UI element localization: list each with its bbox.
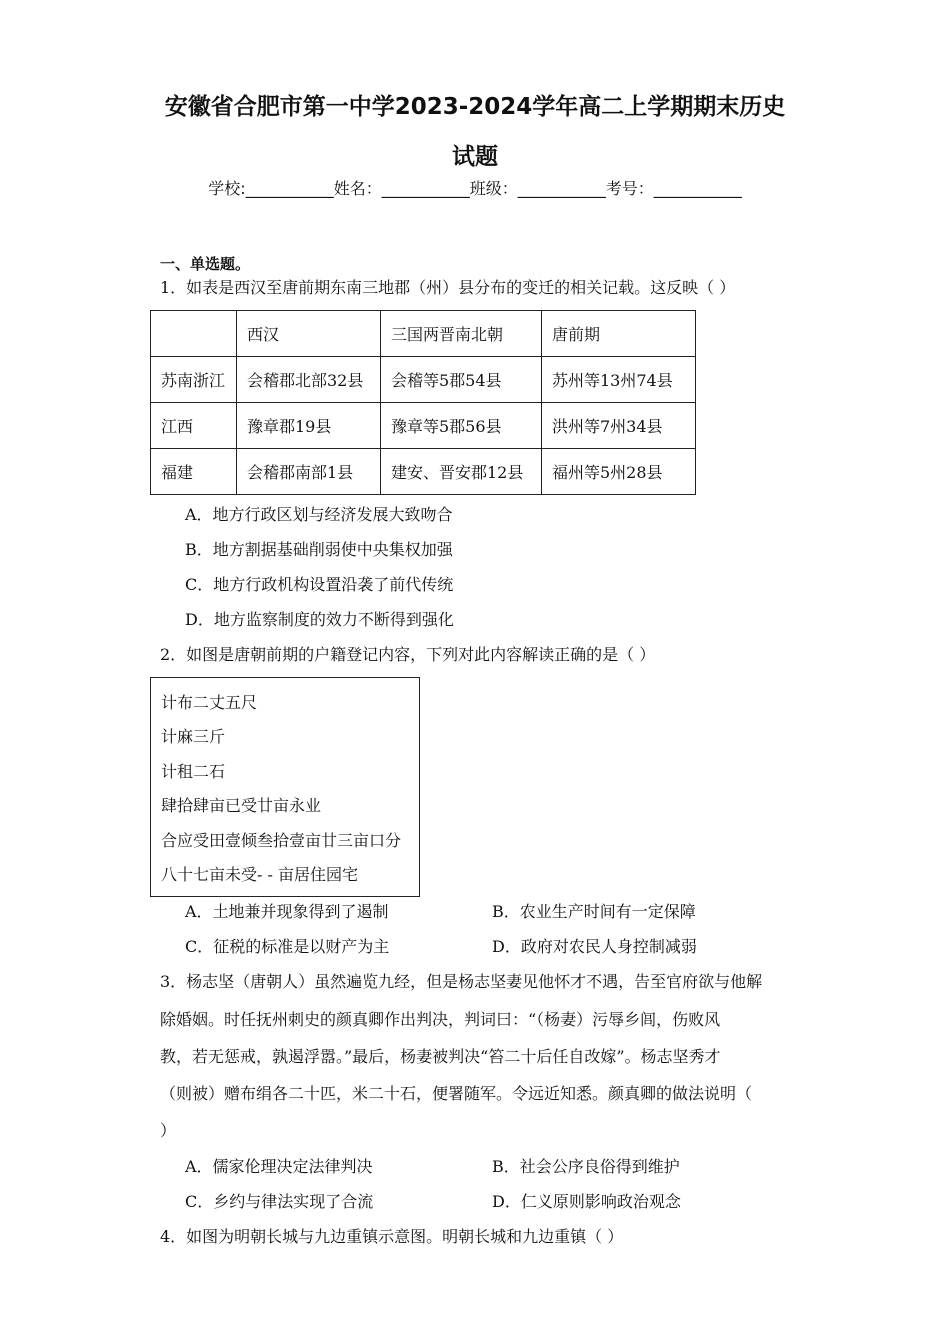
record-line: 计布二丈五尺 xyxy=(161,693,258,712)
table-cell: 会稽等5郡54县 xyxy=(381,357,542,403)
q4-stem: 4．如图为明朝长城与九边重镇示意图。明朝长城和九边重镇（ ） xyxy=(160,1227,624,1246)
q2-option-d: D．政府对农民人身控制减弱 xyxy=(492,937,697,956)
table-cell: 会稽郡南部1县 xyxy=(237,449,381,495)
record-line: 合应受田壹倾叁拾壹亩廿三亩口分 xyxy=(161,831,402,850)
page-title-line2: 试题 xyxy=(452,144,498,170)
student-info-line: 学校:___________姓名：___________班级：___________考号：___________ xyxy=(208,179,742,198)
record-line: 计租二石 xyxy=(161,762,226,781)
table-cell: 苏南浙江 xyxy=(151,357,237,403)
q3-option-d: D．仁义原则影响政治观念 xyxy=(492,1192,681,1211)
table-cell: 江西 xyxy=(151,403,237,449)
q2-household-record-box xyxy=(150,677,420,897)
q2-stem: 2．如图是唐朝前期的户籍登记内容，下列对此内容解读正确的是（ ） xyxy=(160,645,656,664)
table-row xyxy=(151,403,696,449)
record-line: 八十七亩未受- - 亩居住园宅 xyxy=(161,865,358,884)
q3-option-a: A．儒家伦理决定法律判决 xyxy=(185,1157,373,1176)
q1-stem: 1．如表是西汉至唐前期东南三地郡（州）县分布的变迁的相关记载。这反映（ ） xyxy=(160,278,736,297)
q3-line: 教，若无惩戒，孰遏浮嚣。”最后，杨妻被判决“笞二十后任自改嫁”。杨志坚秀才 xyxy=(160,1047,721,1066)
q1-option-b: B．地方割据基础削弱使中央集权加强 xyxy=(185,540,453,559)
q3-option-c: C．乡约与律法实现了合流 xyxy=(185,1192,374,1211)
q1-option-c: C．地方行政机构设置沿袭了前代传统 xyxy=(185,575,454,594)
table-cell: 洪州等7州34县 xyxy=(542,403,696,449)
page-title-line1: 安徽省合肥市第一中学2023-2024学年高二上学期期末历史 xyxy=(164,94,786,120)
table-header-row xyxy=(151,311,696,357)
table-cell: 苏州等13州74县 xyxy=(542,357,696,403)
table-cell: 福州等5州28县 xyxy=(542,449,696,495)
q3-line: ） xyxy=(160,1121,177,1140)
q2-option-a: A．土地兼并现象得到了遏制 xyxy=(185,902,389,921)
q1-option-a: A．地方行政区划与经济发展大致吻合 xyxy=(185,505,453,524)
record-line: 肆拾肆亩已受廿亩永业 xyxy=(161,796,322,815)
table-cell: 豫章郡19县 xyxy=(237,403,381,449)
table-cell: 三国两晋南北朝 xyxy=(381,311,542,357)
table-cell: 豫章等5郡56县 xyxy=(381,403,542,449)
record-line: 计麻三斤 xyxy=(161,727,226,746)
q3-line: （则被）赠布绢各二十匹，米二十石，便署随军。令远近知悉。颜真卿的做法说明（ xyxy=(160,1084,753,1103)
q3-line: 3．杨志坚（唐朝人）虽然遍览九经，但是杨志坚妻见他怀才不遇，告至官府欲与他解 xyxy=(160,972,763,991)
q3-line: 除婚姻。时任抚州刺史的颜真卿作出判决，判词曰：“（杨妻）污辱乡闾，伤败风 xyxy=(160,1010,721,1029)
table-cell: 西汉 xyxy=(237,311,381,357)
table-cell: 会稽郡北部32县 xyxy=(237,357,381,403)
table-row xyxy=(151,357,696,403)
q2-option-c: C．征税的标准是以财产为主 xyxy=(185,937,390,956)
q1-option-d: D．地方监察制度的效力不断得到强化 xyxy=(185,610,454,629)
q2-option-b: B．农业生产时间有一定保障 xyxy=(492,902,696,921)
section-title: 一、单选题。 xyxy=(160,255,251,273)
table-cell: 唐前期 xyxy=(542,311,696,357)
table-cell xyxy=(151,311,237,357)
q1-table xyxy=(150,310,696,495)
q3-option-b: B．社会公序良俗得到维护 xyxy=(492,1157,680,1176)
table-cell: 福建 xyxy=(151,449,237,495)
table-cell: 建安、晋安郡12县 xyxy=(381,449,542,495)
table-row xyxy=(151,449,696,495)
